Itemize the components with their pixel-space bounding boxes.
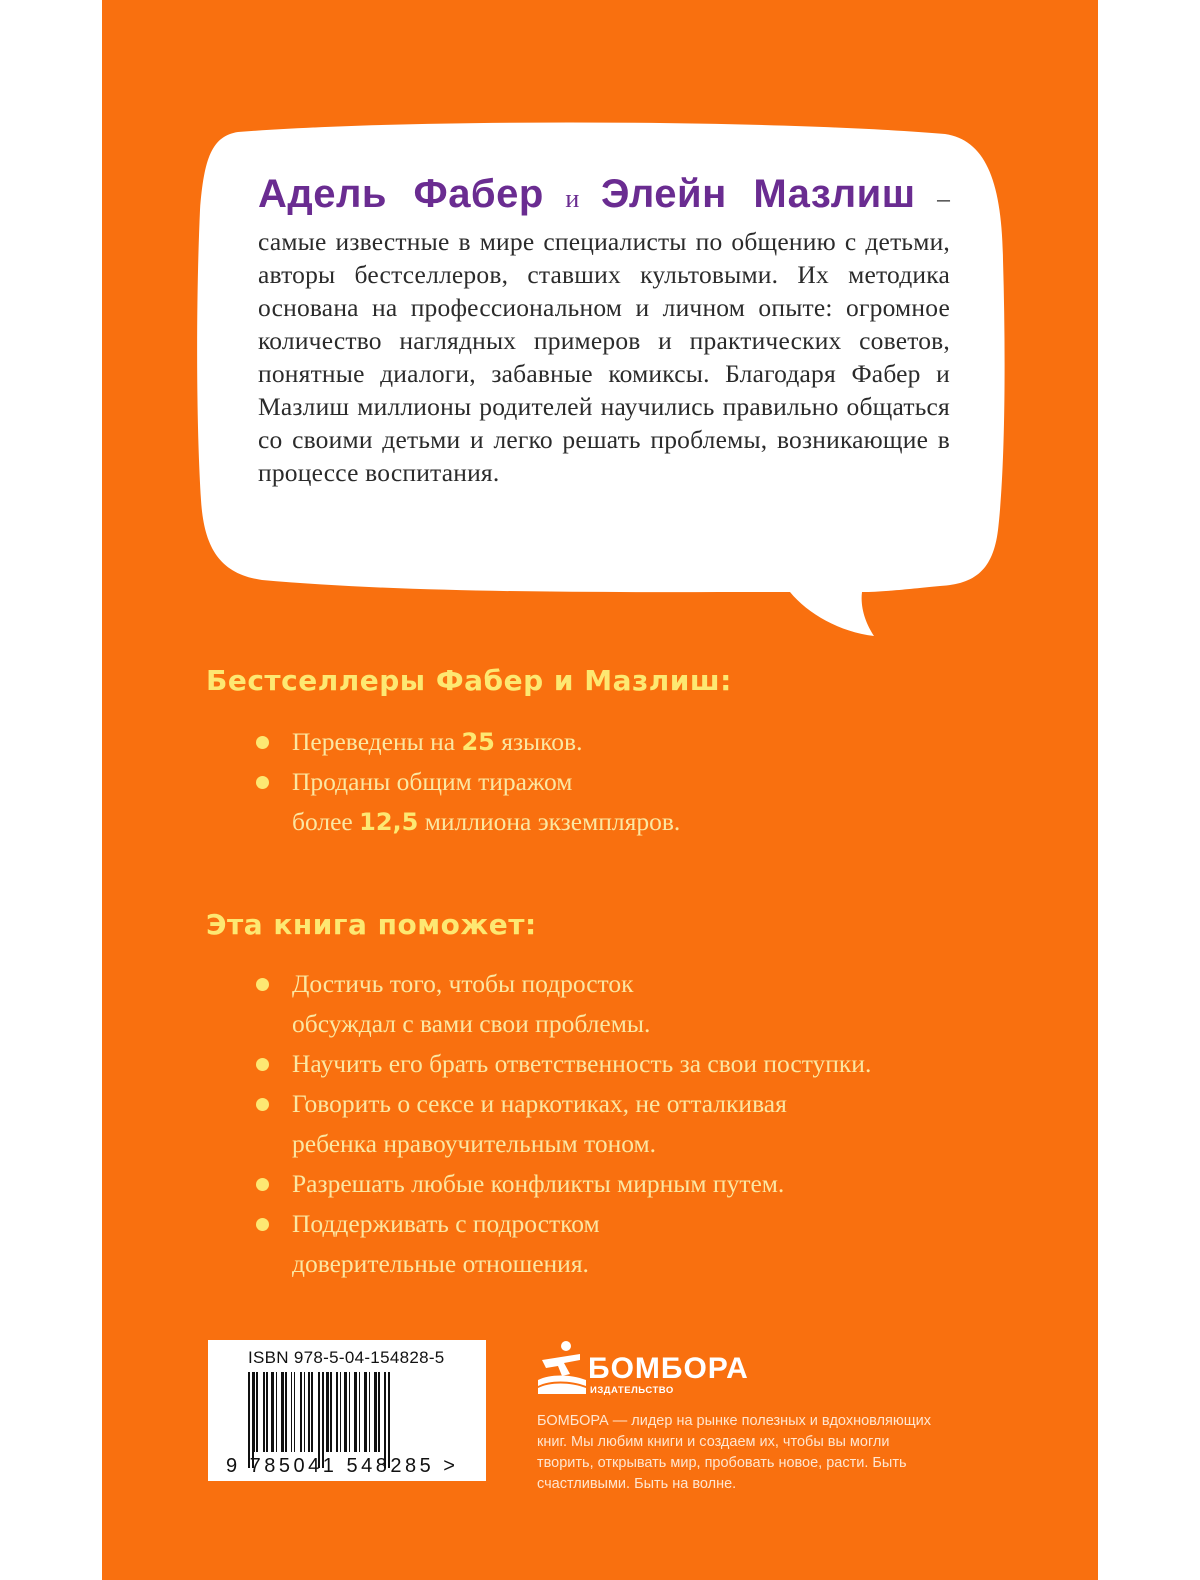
barcode-digits: 9 785041 548285 > [226, 1455, 459, 1477]
barcode-bar [374, 1372, 377, 1452]
barcode-bar [364, 1372, 367, 1452]
author-mazlish: Элейн Мазлиш [600, 172, 916, 216]
barcode-bar [294, 1372, 295, 1452]
list-item: Достичь того, чтобы подросток обсуждал с вами свои проблемы. [252, 964, 871, 1044]
barcode-bar [285, 1372, 287, 1452]
barcode-bar [276, 1372, 277, 1452]
bullet-icon [256, 776, 269, 789]
barcode-bar [300, 1372, 302, 1452]
bullet-icon [256, 1218, 269, 1231]
bombora-jumper-icon [536, 1340, 588, 1394]
barcode-bar [388, 1372, 390, 1468]
barcode-bar [254, 1372, 255, 1452]
copies-count: 12,5 [359, 808, 419, 836]
bullet-icon [256, 1178, 269, 1191]
barcode-bar [291, 1372, 292, 1452]
bestsellers-heading: Бестселлеры Фабер и Мазлиш: [206, 664, 732, 697]
barcode-bar [369, 1372, 370, 1452]
barcode-bar [252, 1372, 254, 1468]
barcode-bar [266, 1372, 268, 1452]
list-item: Разрешать любые конфликты мирным путем. [252, 1164, 871, 1204]
barcode-bar [248, 1372, 250, 1468]
barcode-bar [384, 1372, 386, 1468]
publisher-description: БОМБОРА — лидер на рынке полезных и вдохновляющих книг. Мы любим книги и создаем их, чтобы вы могли творить, открывать мир, пробовать новое, расти. Быть счастливыми. Быть на волне. [537, 1413, 931, 1492]
list-item: Говорить о сексе и наркотиках, не отталкивая ребенка нравоучительным тоном. [252, 1084, 871, 1164]
bullet-icon [256, 736, 269, 749]
isbn-label: ISBN 978-5-04-154828-5 [248, 1348, 445, 1367]
helps-heading: Эта книга поможет: [206, 908, 537, 941]
author-faber: Адель Фабер [258, 172, 544, 216]
barcode [208, 1340, 486, 1481]
conjunction: и [565, 184, 580, 213]
barcode-bar [349, 1372, 350, 1452]
authors-description [258, 168, 950, 489]
publisher-logo-name: БОМБОРА [588, 1352, 749, 1385]
bullet-icon [256, 978, 269, 991]
barcode-bar [256, 1372, 258, 1452]
barcode-bar [271, 1372, 274, 1452]
barcode-bar [340, 1372, 341, 1452]
bullet-icon [256, 1058, 269, 1071]
barcode-bar [308, 1372, 310, 1452]
list-item: Проданы общим тиражом более 12,5 миллиона экземпляров. [252, 762, 680, 842]
barcode-bar [330, 1372, 332, 1452]
bestsellers-list [252, 722, 680, 842]
barcode-bar [263, 1372, 265, 1452]
barcode-bar [344, 1372, 347, 1452]
dash: – [937, 184, 951, 213]
list-item: Переведены на 25 языков. [252, 722, 680, 762]
barcode-bar [354, 1372, 357, 1452]
authors-body-text: самые известные в мире специалисты по общению с детьми, авторы бестселлеров, ставших культовыми. Их методика основана на профессиональном и личном опыте: огромное количество наглядных примеров и практических советов, понятные диалоги, забавные комиксы. Благодаря Фабер и Мазлиш миллионы родителей научились правильно общаться со своими детьми и легко решать проблемы, возникающие в процессе воспитания. [258, 227, 950, 487]
languages-count: 25 [461, 728, 495, 756]
barcode-bar [322, 1372, 324, 1468]
list-item: Научить его брать ответственность за свои поступки. [252, 1044, 871, 1084]
list-item: Поддерживать с подростком доверительные отношения. [252, 1204, 871, 1284]
barcode-bar [326, 1372, 329, 1452]
barcode-bar [359, 1372, 360, 1452]
bullet-icon [256, 1098, 269, 1111]
helps-list [252, 964, 871, 1284]
barcode-bar [311, 1372, 313, 1452]
barcode-bar [378, 1372, 380, 1452]
barcode-bar [304, 1372, 305, 1452]
barcode-bar [281, 1372, 284, 1452]
barcode-bar [318, 1372, 320, 1468]
barcode-bar [336, 1372, 338, 1452]
publisher-logo-sub: ИЗДАТЕЛЬСТВО [590, 1385, 674, 1396]
